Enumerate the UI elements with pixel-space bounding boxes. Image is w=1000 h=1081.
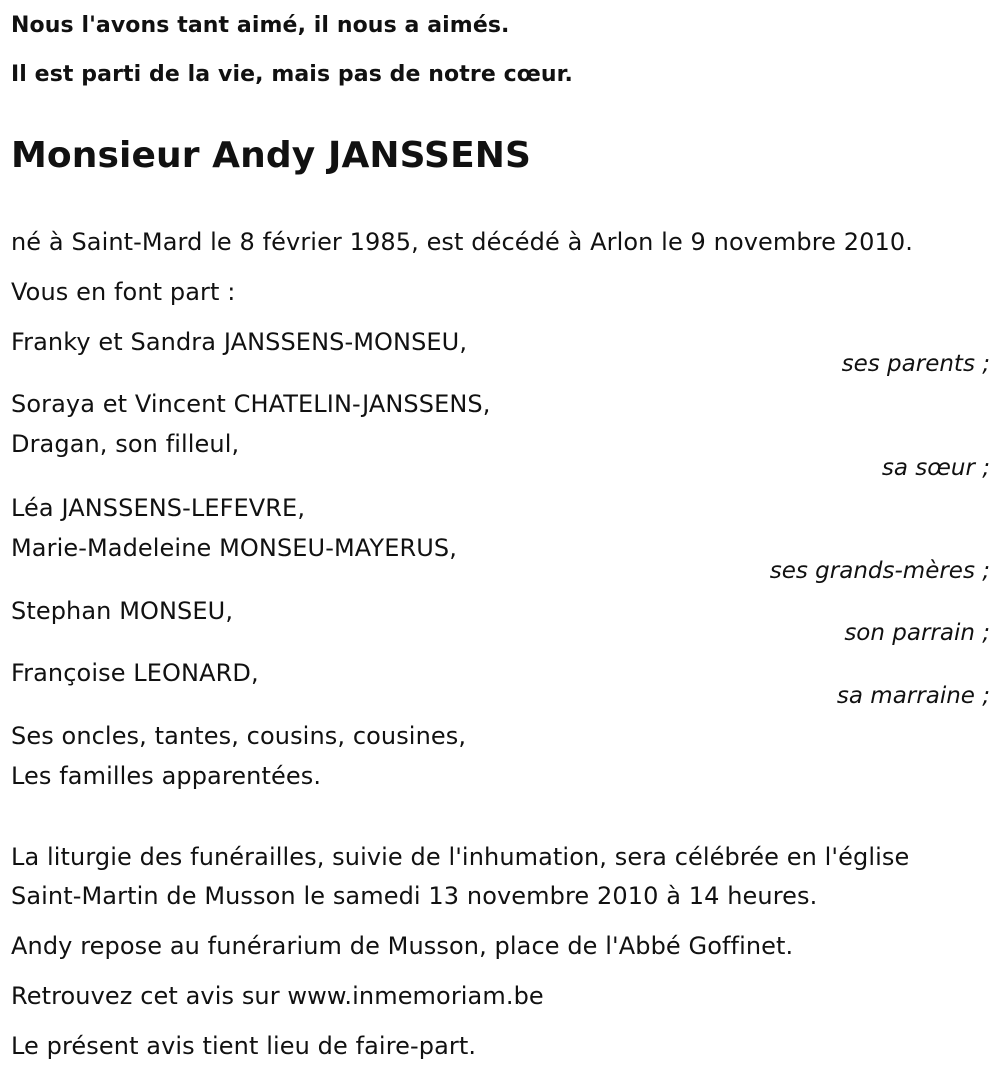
family-role: son parrain ; (844, 620, 990, 646)
deceased-name: Monsieur Andy JANSSENS (11, 135, 532, 176)
funerarium-line: Andy repose au funérarium de Musson, place de l'Abbé Goffinet. (11, 932, 794, 960)
ceremony-line-1: La liturgie des funérailles, suivie de l'inhumation, sera célébrée en l'église (11, 843, 910, 871)
family-name: Françoise LEONARD, (11, 659, 259, 687)
birth-death-line: né à Saint-Mard le 8 février 1985, est décédé à Arlon le 9 novembre 2010. (11, 228, 913, 256)
family-name: Soraya et Vincent CHATELIN-JANSSENS, (11, 390, 491, 418)
announcement-intro: Vous en font part : (11, 278, 236, 306)
epigraph-line-1: Nous l'avons tant aimé, il nous a aimés. (11, 13, 510, 38)
family-role: sa marraine ; (836, 683, 990, 709)
online-notice-line: Retrouvez cet avis sur www.inmemoriam.be (11, 982, 544, 1010)
faire-part-notice: Le présent avis tient lieu de faire-part. (11, 1032, 477, 1060)
epigraph-line-2: Il est parti de la vie, mais pas de notre cœur. (11, 62, 573, 87)
family-name: Léa JANSSENS-LEFEVRE, (11, 494, 306, 522)
family-name: Stephan MONSEU, (11, 597, 234, 625)
other-relatives-line: Ses oncles, tantes, cousins, cousines, (11, 722, 467, 750)
family-role: sa sœur ; (881, 455, 990, 481)
other-relatives-line: Les familles apparentées. (11, 762, 322, 790)
family-role: ses grands-mères ; (769, 558, 990, 584)
family-name: Marie-Madeleine MONSEU-MAYERUS, (11, 534, 457, 562)
family-name: Dragan, son filleul, (11, 430, 240, 458)
ceremony-line-2: Saint-Martin de Musson le samedi 13 novembre 2010 à 14 heures. (11, 882, 818, 910)
family-name: Franky et Sandra JANSSENS-MONSEU, (11, 328, 468, 356)
family-role: ses parents ; (841, 351, 990, 377)
